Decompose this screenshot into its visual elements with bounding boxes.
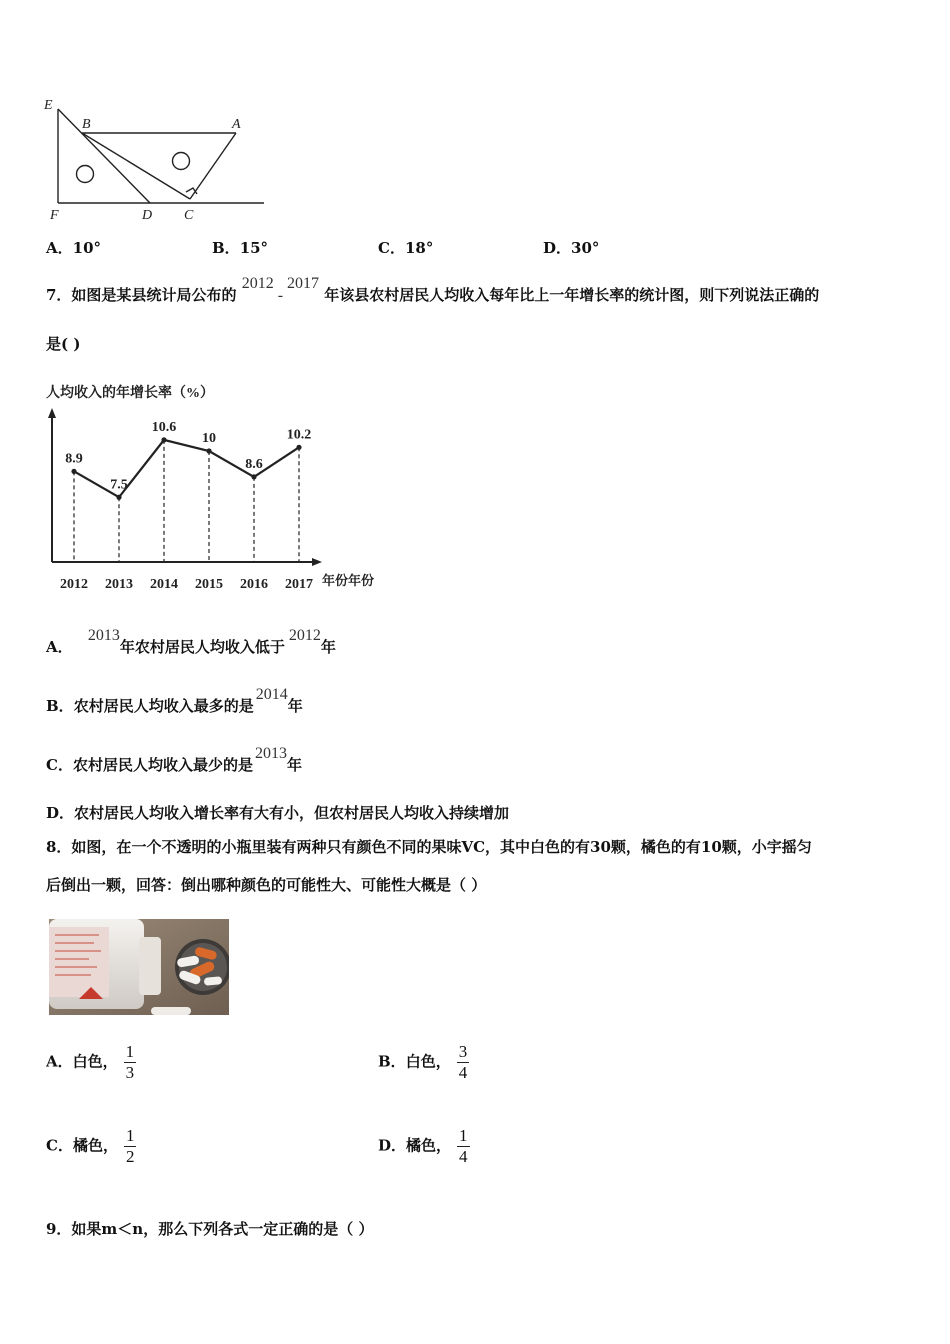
fraction: $\frac{1}{2}$ — [125, 1126, 135, 1166]
label-e: E — [44, 98, 53, 113]
data-label-2014: 10.6 — [151, 419, 177, 435]
data-point-2014 — [161, 437, 166, 442]
data-point-2013 — [116, 495, 121, 500]
series-line — [74, 440, 299, 497]
x-tick-label-2012: 2012 — [60, 577, 88, 592]
q8-option-d[interactable]: D．橘色， $\frac{1}{4}$ — [378, 1126, 468, 1166]
label-f: F — [50, 208, 59, 223]
q7-option-b[interactable]: B．农村居民人均收入最多的是2014年 — [46, 686, 303, 715]
q6-option-c[interactable]: C．18° — [378, 239, 434, 257]
vc-bottle-photo — [49, 919, 229, 1015]
data-point-2012 — [71, 469, 76, 474]
x-tick-label-2014: 2014 — [150, 577, 178, 592]
fraction: $\frac{1}{3}$ — [125, 1042, 135, 1082]
x-tick-label-2017: 2017 — [285, 577, 313, 592]
data-label-2012: 8.9 — [65, 451, 83, 467]
fraction: $\frac{3}{4}$ — [458, 1042, 468, 1082]
data-point-2015 — [206, 448, 211, 453]
data-label-2013: 7.5 — [110, 477, 128, 493]
q6-option-b[interactable]: B．15° — [212, 239, 269, 257]
q7-stem-line2: 是( ) — [46, 335, 81, 353]
x-tick-label-2013: 2013 — [105, 577, 133, 592]
x-tick-label-2015: 2015 — [195, 577, 223, 592]
data-point-2016 — [251, 474, 256, 479]
data-label-2017: 10.2 — [286, 427, 312, 443]
q7-stem: 7．如图是某县统计局公布的 2012-2017 年该县农村居民人均收入每年比上一年增长率的统计图，则下列说法正确的 — [46, 275, 820, 304]
q8-option-c[interactable]: C．橘色， $\frac{1}{2}$ — [46, 1126, 135, 1166]
q9-stem: 9．如果m＜n，那么下列各式一定正确的是（ ） — [46, 1220, 374, 1238]
x-axis-arrow — [312, 558, 322, 566]
q7-option-a[interactable]: A． 2013年农村居民人均收入低于2012年 — [46, 627, 336, 656]
data-label-2015: 10 — [202, 431, 216, 446]
data-point-2017 — [296, 445, 301, 450]
label-d: D — [142, 208, 153, 223]
q8-stem-line2: 后倒出一颗，回答：倒出哪种颜色的可能性大、可能性大概是（ ） — [46, 876, 487, 894]
label-b: B — [82, 117, 91, 132]
q6-option-d[interactable]: D．30° — [543, 239, 600, 257]
geometry-figure — [40, 95, 270, 225]
x-axis-label: 年份年份 — [322, 573, 375, 588]
q7-option-c[interactable]: C．农村居民人均收入最少的是2013年 — [46, 745, 302, 774]
label-c: C — [184, 208, 194, 223]
chart-title: 人均收入的年增长率（%） — [46, 386, 214, 401]
q8-option-b[interactable]: B．白色， $\frac{3}{4}$ — [378, 1042, 468, 1082]
fraction: $\frac{1}{4}$ — [459, 1126, 468, 1166]
q6-option-a[interactable]: A．10° — [46, 239, 102, 257]
y-axis-arrow — [48, 408, 56, 418]
label-a: A — [232, 117, 241, 132]
q8-option-a[interactable]: A．白色， $\frac{1}{3}$ — [46, 1042, 135, 1082]
q8-stem: 8．如图，在一个不透明的小瓶里装有两种只有颜色不同的果味VC，其中白色的有30颗，橘色的有10颗，小宇摇匀 — [46, 838, 812, 856]
data-label-2016: 8.6 — [245, 456, 263, 472]
x-tick-label-2016: 2016 — [240, 577, 268, 592]
q7-option-d[interactable]: D．农村居民人均收入增长率有大有小，但农村居民人均收入持续增加 — [46, 804, 510, 822]
growth-rate-line-chart — [40, 380, 400, 595]
